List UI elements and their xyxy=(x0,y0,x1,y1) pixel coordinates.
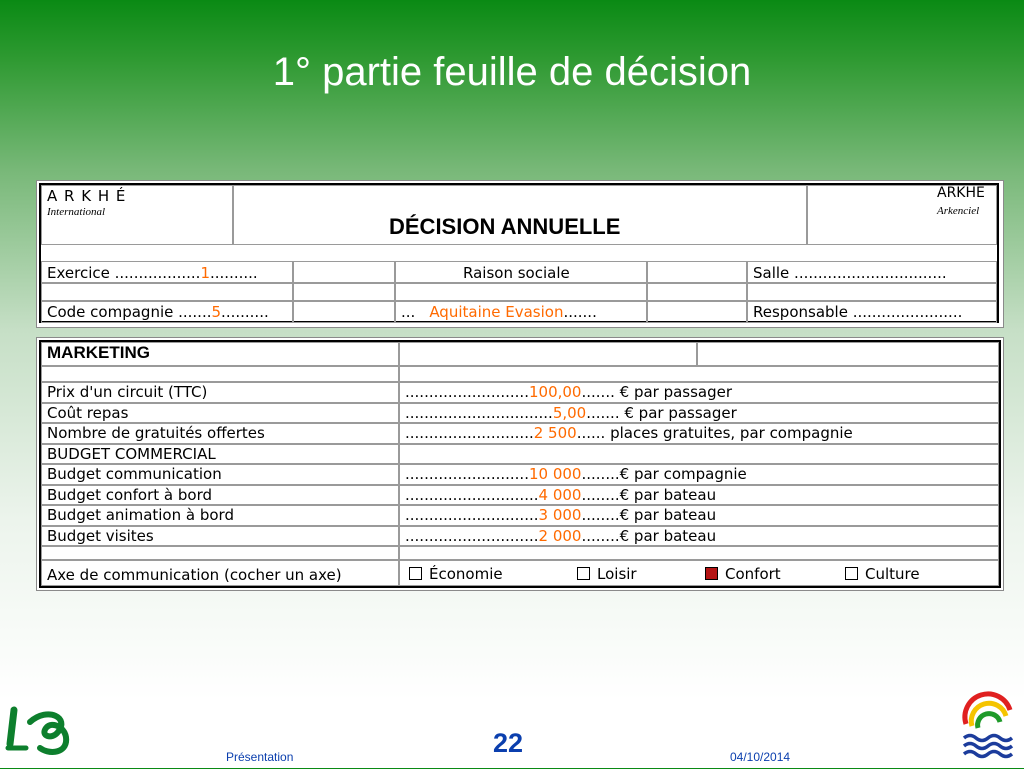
exercice-suffix: .......... xyxy=(210,264,258,282)
spacer-cell xyxy=(41,546,399,560)
arkhe-right-brand: ARKHE xyxy=(937,185,985,201)
marketing-row-value: 4 000 xyxy=(538,485,582,504)
marketing-value-cell xyxy=(399,444,999,465)
marketing-row-prefix: .......................... xyxy=(405,383,529,401)
code-prefix: Code compagnie ....... xyxy=(47,303,212,321)
marketing-row-label: Budget confort à bord xyxy=(47,485,213,504)
rainbow-waves-logo xyxy=(960,680,1016,764)
marketing-row-label: Nombre de gratuités offertes xyxy=(47,424,265,442)
arkenciel-subtitle: Arkenciel xyxy=(937,205,980,217)
marketing-row-label: Budget animation à bord xyxy=(47,506,234,524)
marketing-row-prefix: .......................... xyxy=(405,465,529,483)
marketing-row-prefix: ............................ xyxy=(405,506,539,524)
axe-option-label: Économie xyxy=(429,565,503,583)
marketing-row-field[interactable] xyxy=(405,404,737,422)
spacer-cell xyxy=(41,283,293,301)
raison-value: Aquitaine Evasion xyxy=(429,303,564,321)
empty-cell xyxy=(647,261,747,283)
marketing-row-value: 2 500 xyxy=(533,424,577,442)
spacer-cell xyxy=(747,283,997,301)
company-logo xyxy=(0,698,86,760)
axe-option-label: Loisir xyxy=(597,565,637,583)
raison-sociale-field[interactable] xyxy=(401,303,597,321)
spacer-cell xyxy=(41,366,399,382)
footer-date: 04/10/2014 xyxy=(730,750,791,764)
empty-cell xyxy=(697,342,999,366)
marketing-row-field[interactable] xyxy=(405,383,732,401)
decision-title: DÉCISION ANNUELLE xyxy=(389,214,621,239)
salle-field[interactable]: Salle ................................ xyxy=(753,264,947,282)
arkhe-brand: A R K H É xyxy=(47,187,127,205)
marketing-row-suffix: ....... € par passager xyxy=(586,403,737,422)
spacer-cell xyxy=(395,283,647,301)
raison-suffix: ....... xyxy=(563,303,597,321)
marketing-row-field[interactable] xyxy=(405,486,716,504)
marketing-row-suffix: ........€ par bateau xyxy=(581,506,717,524)
marketing-row-field[interactable] xyxy=(405,506,716,524)
spacer-cell xyxy=(399,366,999,382)
spacer-cell xyxy=(399,546,999,560)
empty-cell xyxy=(647,301,747,323)
marketing-row-field[interactable] xyxy=(405,465,747,483)
axe-checkbox[interactable] xyxy=(705,567,718,580)
code-suffix: .......... xyxy=(221,303,269,321)
spacer-cell xyxy=(647,283,747,301)
axe-checkbox[interactable] xyxy=(577,567,590,580)
axe-checkbox[interactable] xyxy=(845,567,858,580)
spacer-cell xyxy=(293,283,395,301)
marketing-row-prefix: ............................ xyxy=(405,485,539,504)
empty-cell xyxy=(293,261,395,283)
footer-label: Présentation xyxy=(226,750,294,764)
responsable-field[interactable]: Responsable ....................... xyxy=(753,303,963,321)
marketing-row-suffix: ...... places gratuites, par compagnie xyxy=(576,424,853,442)
marketing-row-value: 2 000 xyxy=(538,526,582,545)
empty-cell xyxy=(293,301,395,323)
raison-sociale-label: Raison sociale xyxy=(463,264,570,282)
axe-option-label: Culture xyxy=(865,565,920,583)
marketing-row-prefix: ........................... xyxy=(405,424,534,442)
marketing-row-label: Budget communication xyxy=(47,465,222,483)
marketing-row-value: 5,00 xyxy=(552,403,587,422)
marketing-row-suffix: ........€ par compagnie xyxy=(581,465,747,483)
slide-title: 1° partie feuille de décision xyxy=(272,50,752,94)
exercice-prefix: Exercice .................. xyxy=(47,264,201,282)
marketing-row-suffix: ........€ par bateau xyxy=(581,485,717,504)
marketing-heading: MARKETING xyxy=(47,343,150,362)
marketing-row-label: Budget visites xyxy=(47,526,154,545)
axe-checkbox[interactable] xyxy=(409,567,422,580)
marketing-row-value: 10 000 xyxy=(528,465,582,483)
empty-cell xyxy=(399,342,697,366)
axe-label: Axe de communication (cocher un axe) xyxy=(47,566,342,584)
exercice-field[interactable] xyxy=(47,264,258,282)
raison-prefix: ... xyxy=(401,303,416,321)
marketing-row-prefix: ............................ xyxy=(405,526,539,545)
decision-header-sheet xyxy=(36,180,1004,328)
marketing-row-prefix: ............................... xyxy=(405,403,553,422)
marketing-row-suffix: ........€ par bateau xyxy=(581,526,717,545)
arkhe-subtitle: International xyxy=(47,206,106,218)
marketing-row-label: BUDGET COMMERCIAL xyxy=(47,444,216,463)
marketing-row-field[interactable] xyxy=(405,424,853,442)
code-compagnie-field[interactable] xyxy=(47,303,269,321)
marketing-sheet xyxy=(36,337,1004,591)
marketing-row-label: Coût repas xyxy=(47,403,129,422)
page-number: 22 xyxy=(493,728,524,758)
code-value: 5 xyxy=(211,303,222,321)
marketing-row-value: 100,00 xyxy=(528,383,582,401)
marketing-row-suffix: ....... € par passager xyxy=(581,383,733,401)
marketing-row-value: 3 000 xyxy=(538,506,582,524)
marketing-row-field[interactable] xyxy=(405,527,716,545)
axe-option-label: Confort xyxy=(725,565,781,583)
exercice-value: 1 xyxy=(200,264,210,282)
marketing-row-label: Prix d'un circuit (TTC) xyxy=(47,383,208,401)
